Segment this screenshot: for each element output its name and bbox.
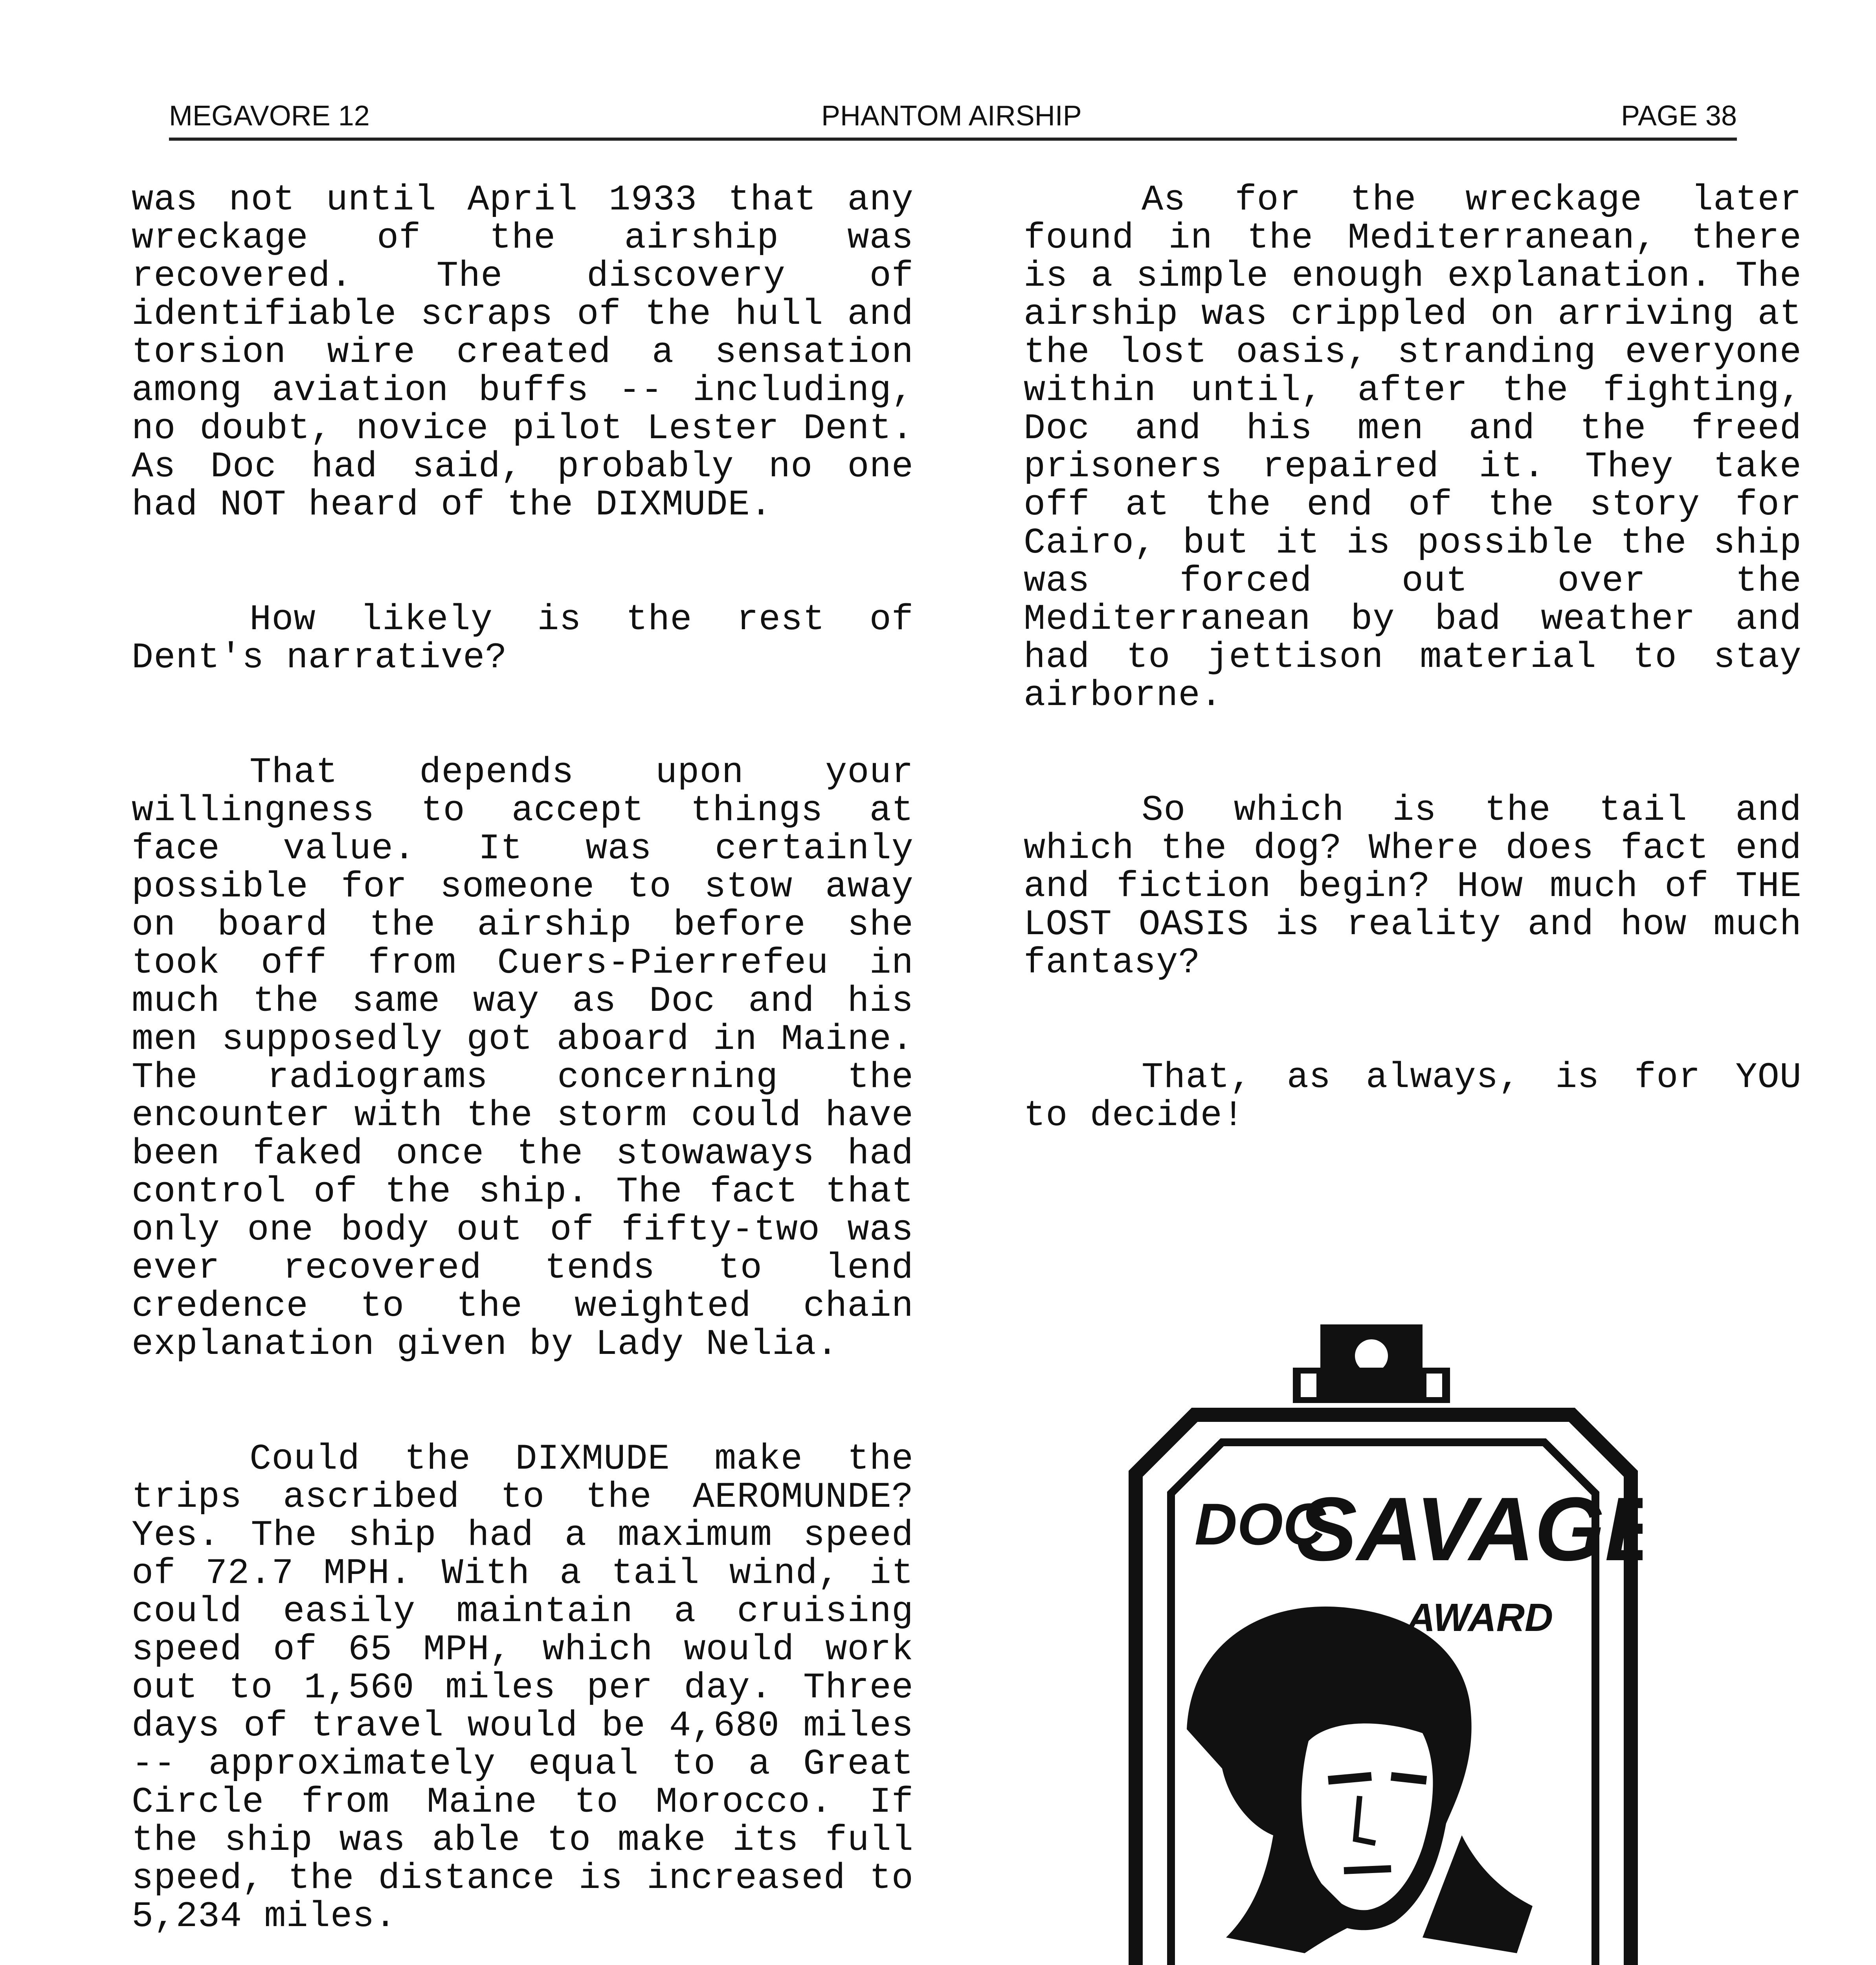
paragraph: How likely is the rest of Dent's narrative? <box>132 599 914 678</box>
paragraph: Could the DIXMUDE make the trips ascribed to the AEROMUNDE? Yes. The ship had a maximum speed of 72.7 MPH. With a tail wind, it could easily maintain a cruising speed of 65 MPH, which would work out to 1,560 miles per day. Three days of travel would be 4,680 miles -- approximately equal to a Great Circle from Maine to Morocco. If the ship was able to make its full speed, the distance is increased to 5,234 miles. <box>132 1438 914 1937</box>
paragraph: was not until April 1933 that any wreckage of the airship was recovered. The discovery of identifiable scraps of the hull and torsion wire created a sensation among aviation buffs -- including, no doubt, novice pilot Lester Dent. As Doc had said, probably no one had NOT heard of the DIXMUDE. <box>132 179 914 525</box>
magazine-issue: MEGAVORE 12 <box>169 100 370 132</box>
right-column <box>1024 181 1802 1135</box>
doc-savage-award-illustration <box>1124 1324 1643 1965</box>
paragraph: As for the wreckage later found in the Mediterranean, there is a simple enough explanation. The airship was crippled on arriving at the lost oasis, stranding everyone within until, after the fighting, Doc and his men and the freed prisoners repaired it. They take off at the end of the story for Cairo, but it is possible the ship was forced out over the Mediterranean by bad weather and had to jettison material to stay airborne. <box>1024 179 1802 716</box>
award-title-doc: DOC <box>1195 1491 1326 1557</box>
award-title-award: AWARD <box>1407 1596 1553 1640</box>
paragraph: That, as always, is for YOU to decide! <box>1024 1057 1802 1136</box>
left-column <box>132 181 914 1965</box>
award-title-savage: SAVAGE <box>1297 1478 1643 1579</box>
paragraph: That depends upon your willingness to accept things at face value. It was certainly possible for someone to stow away on board the airship before she took off from Cuers-Pierrefeu in much the same way as Doc and his men supposedly got aboard in Maine. The radiograms concerning the encounter with the storm could have been faked once the stowaways had control of the ship. The fact that only one body out of fifty-two was ever recovered tends to lend credence to the weighted chain explanation given by Lady Nelia. <box>132 752 914 1365</box>
page-number: PAGE 38 <box>1621 100 1737 132</box>
page-header <box>169 94 1737 141</box>
paragraph: So which is the tail and which the dog? Where does fact end and fiction begin? How much of THE LOST OASIS is reality and how much fantasy? <box>1024 790 1802 983</box>
article-title: PHANTOM AIRSHIP <box>821 100 1082 132</box>
